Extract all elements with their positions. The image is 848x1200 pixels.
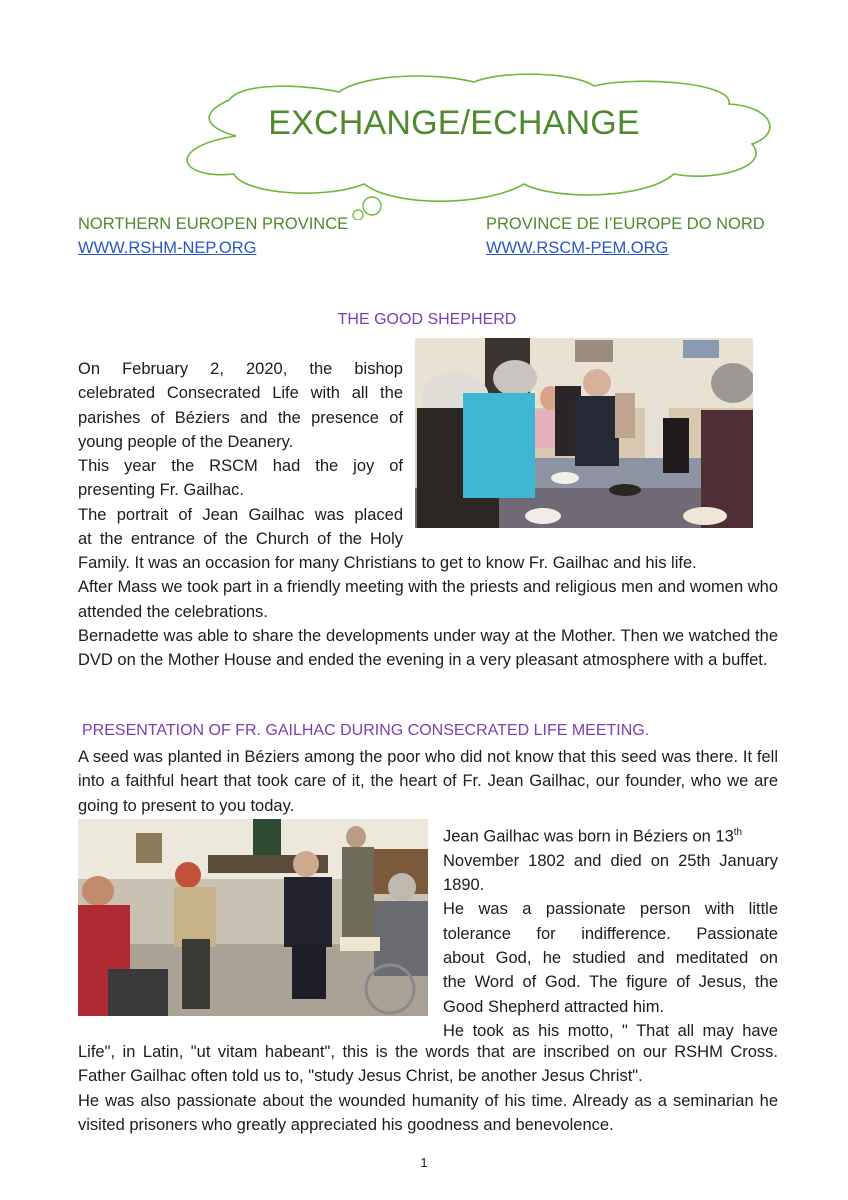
text-line: about God, he studied and meditated on [443,948,778,967]
province-right [486,212,765,260]
text-line: presenting Fr. Gailhac. [78,481,244,500]
buffet-photo [415,338,753,528]
text-line: This year the RSCM had the joy of [78,457,403,476]
text-line: parishes of Béziers and the presence of [78,408,403,427]
text-line: He was a passionate person with little [443,900,778,919]
province-name-en: NORTHERN EUROPEN PROVINCE [78,215,349,233]
section-heading-presentation: PRESENTATION OF FR. GAILHAC DURING CONSECRATED LIFE MEETING. [82,722,650,739]
text-line: November 1802 and died on 25th January [443,851,778,870]
paragraph: Family. It was an occasion for many Christians to get to know Fr. Gailhac and his life. [78,554,697,572]
paragraph: After Mass we took part in a friendly meeting with the priests and religious men and women who attended the celebrations. [78,578,778,621]
paragraph: Bernadette was able to share the developments under way at the Mother. Then we watched the DVD on the Mother House and ended the evening in a very pleasant atmosphere with a buffet. [78,626,778,670]
section2-body [78,1040,778,1137]
text-line: The portrait of Jean Gailhac was placed [78,505,403,524]
text-line: On February 2, 2020, the bishop [78,360,403,378]
paragraph: Life", in Latin, "ut vitam habeant", this is the words that are inscribed on our RSHM Cross. Father Gailhac often told us to, "study Jesus Christ, be another Jesus Christ". [78,1043,778,1086]
text-line: tolerance for indifference. Passionate [443,924,778,943]
text-line: young people of the Deanery. [78,432,294,451]
born-text: Jean Gailhac was born in Béziers on 13 [443,827,734,846]
text-line: He took as his motto, " That all may have [443,1021,778,1040]
website-link-en[interactable]: WWW.RSHM-NEP.ORG [78,239,257,257]
province-left [78,212,348,260]
page-number: 1 [420,1155,428,1170]
text-line: celebrated Consecrated Life with all the [78,384,403,403]
section2-intro [78,745,778,818]
meeting-photo [78,819,428,1016]
text-line: at the entrance of the Church of the Holy [78,530,403,549]
newsletter-title: EXCHANGE/ECHANGE [268,104,640,142]
text-line: the Word of God. The figure of Jesus, the [443,973,778,992]
intro-wrapped-text [78,357,403,551]
paragraph: He was also passionate about the wounded humanity of his time. Already as a seminarian he visited prisoners who greatly appreciated his goodness and benevolence. [78,1091,778,1134]
ordinal-suffix: th [733,827,743,838]
website-link-fr[interactable]: WWW.RSCM-PEM.ORG [486,239,669,257]
cloud-banner [174,72,776,220]
text-line: Good Shepherd attracted him. [443,997,665,1016]
section1-body [78,551,778,672]
biography-wrapped-text [443,821,778,1043]
paragraph: A seed was planted in Béziers among the poor who did not know that this seed was there. It fell into a faithful heart that took care of it, the heart of Fr. Jean Gailhac, our founder, who we are going to present to you today. [78,748,778,815]
province-name-fr: PROVINCE DE I’EUROPE DO NORD [486,215,765,233]
section-heading-good-shepherd: THE GOOD SHEPHERD [337,311,517,328]
text-line: 1890. [443,876,485,895]
text-line [443,821,778,849]
